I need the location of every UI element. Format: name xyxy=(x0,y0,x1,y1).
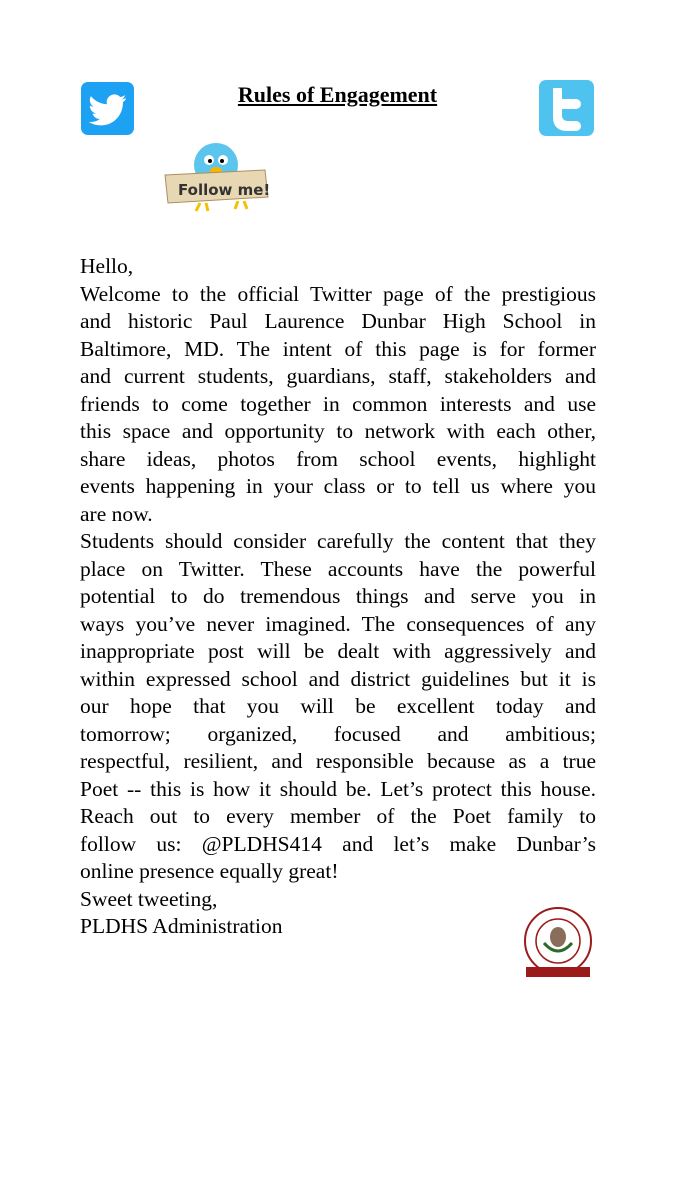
closing: Sweet tweeting, xyxy=(80,886,218,911)
paragraph-welcome xyxy=(80,281,596,529)
text-line: follow us: @PLDHS414 and let’s make Dunbar’s xyxy=(80,831,596,856)
text-line: ways you’ve never imagined. The consequences of any xyxy=(80,611,596,636)
text-line: share ideas, photos from school events, highlight xyxy=(80,446,596,471)
document-body xyxy=(80,253,596,941)
follow-me-bird-image xyxy=(160,135,310,235)
school-seal-logo xyxy=(520,905,596,983)
text-line: tomorrow; organized, focused and ambitious; xyxy=(80,721,596,746)
text-line: potential to do tremendous things and serve you in xyxy=(80,584,596,608)
text-line: our hope that you will be excellent today and xyxy=(80,694,596,718)
page-title: Rules of Engagement xyxy=(237,82,438,107)
text-line: events happening in your class or to tell us where you xyxy=(80,474,596,498)
signature: PLDHS Administration xyxy=(80,914,283,938)
paragraph-guidelines xyxy=(80,528,596,886)
twitter-t-logo-icon xyxy=(539,80,594,136)
text-line: and current students, guardians, staff, stakeholders and xyxy=(80,364,596,388)
text-line: Welcome to the official Twitter page of the prestigious xyxy=(80,281,596,306)
text-line: this space and opportunity to network with each other, xyxy=(80,419,596,443)
text-line: are now. xyxy=(80,501,153,526)
text-line: and historic Paul Laurence Dunbar High School in xyxy=(80,309,596,333)
text-line: Reach out to every member of the Poet family to xyxy=(80,804,596,828)
greeting: Hello, xyxy=(80,254,134,278)
follow-me-text: Follow me! xyxy=(178,181,271,199)
text-line: respectful, resilient, and responsible because as a true xyxy=(80,749,596,773)
text-line: place on Twitter. These accounts have the powerful xyxy=(80,556,596,581)
text-line: Poet -- this is how it should be. Let’s protect this house. xyxy=(80,776,596,801)
text-line: friends to come together in common interests and use xyxy=(80,391,596,416)
text-line: Baltimore, MD. The intent of this page is for former xyxy=(80,336,596,361)
text-line: inappropriate post will be dealt with aggressively and xyxy=(80,639,596,663)
text-line: online presence equally great! xyxy=(80,859,339,883)
text-line: Students should consider carefully the content that they xyxy=(80,529,596,553)
text-line: within expressed school and district guidelines but it is xyxy=(80,666,596,691)
